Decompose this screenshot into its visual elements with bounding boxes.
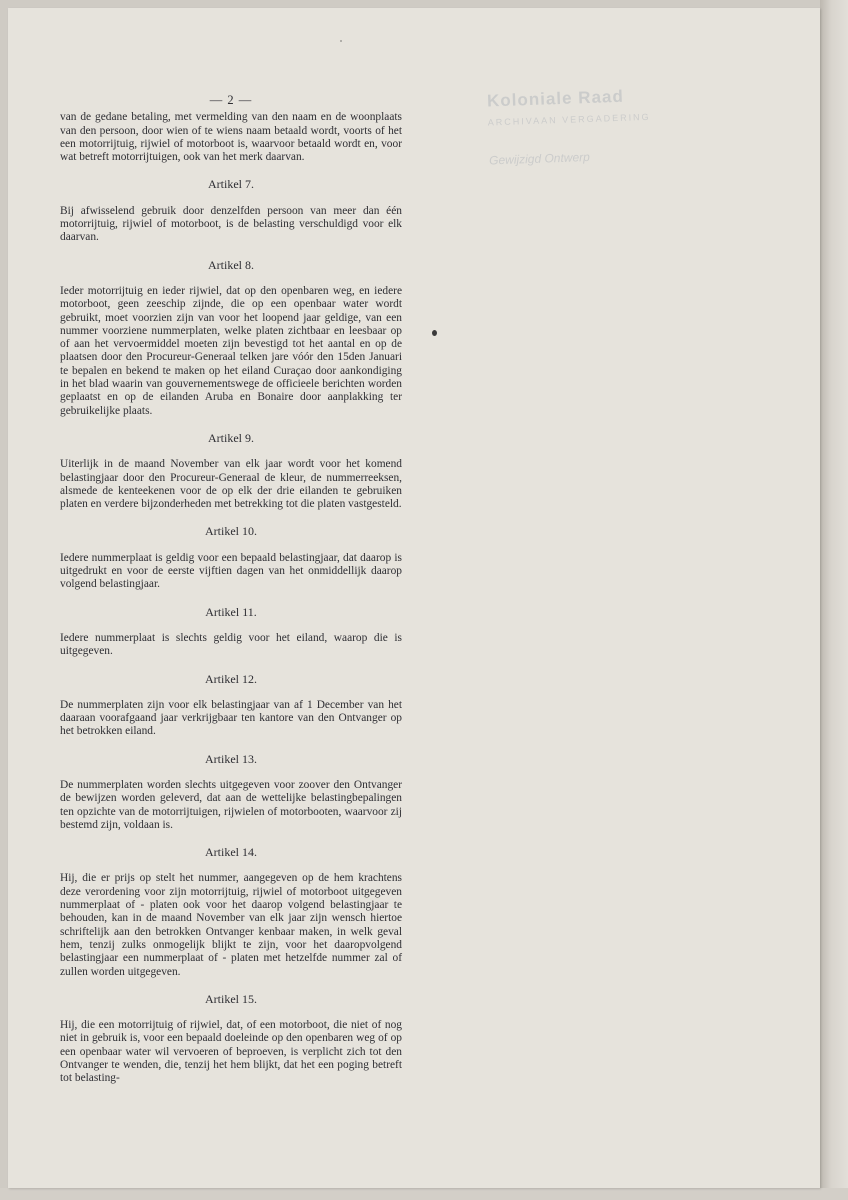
article-heading: Artikel 8. xyxy=(208,257,254,272)
paragraph: De nummerplaten worden slechts uitgegeven voor zoover den Ontvanger de bewijzen worden geleverd, dat aan de wettelijke belastingbepalingen ten opzichte van de motorrijtuigen, rijwielen of motorbooten, waarvoor zij bestemd zijn, voldaan is. xyxy=(60,778,402,831)
paragraph: De nummerplaten zijn voor elk belastingjaar van af 1 December van het daaraan voorafgaand jaar verkrijgbaar ten kantore van den Ontvanger op het betrokken eiland. xyxy=(60,698,402,738)
paragraph: Iedere nummerplaat is slechts geldig voor het eiland, waarop die is uitgegeven. xyxy=(60,631,402,658)
paragraph: Uiterlijk in de maand November van elk jaar wordt voor het komend belastingjaar door den Procureur-Generaal de kleur, de nummerreeksen, alsmede de kenteekenen voor de op elk der drie eilanden te gebruiken platen en verdere bijzonderheden met betrekking tot die platen vastgesteld. xyxy=(60,458,402,511)
article-heading: Artikel 13. xyxy=(205,751,257,766)
page-bottom-edge xyxy=(0,1188,848,1200)
page-number: — 2 — xyxy=(209,93,253,107)
article-heading: Artikel 14. xyxy=(205,845,257,860)
article-heading: Artikel 7. xyxy=(208,177,254,192)
paragraph: Bij afwisselend gebruik door denzelfden persoon van meer dan één motorrijtuig, rijwiel of motorboot, is de belasting verschuldigd voor elk daarvan. xyxy=(60,204,402,244)
paragraph: Hij, die er prijs op stelt het nummer, aangegeven op de hem krachtens deze verordening voor zijn motorrijtuig, rijwiel of motorboot uitgegeven nummerplaat of - platen ook voor het daarop volgend belastingjaar te behouden, kan in de maand November van elk jaar zijn wensch hiertoe schriftelijk aan den betrokken Ontvanger kenbaar maken, in welk geval hem, tenzij zulks onmogelijk blijkt te zijn, voor het daaropvolgend belastingjaar een nummerplaat of - platen met hetzelfde nummer zal of zullen worden uitgegeven. xyxy=(60,872,402,978)
article-heading: Artikel 15. xyxy=(205,991,257,1006)
page-right-edge xyxy=(820,0,848,1200)
ink-speck xyxy=(432,330,437,336)
stamp-line-3: Gewijzigd Ontwerp xyxy=(488,149,591,168)
article-heading: Artikel 11. xyxy=(205,604,257,619)
stamp-line-2: ARCHIVAAN VERGADERING xyxy=(487,111,651,128)
paragraph: Hij, die een motorrijtuig of rijwiel, dat, of een motorboot, die niet of nog niet in gebruik is, voor een bepaald doeleinde op den openbaren weg of op een openbaar water wil vervoeren of beproeven, is verplicht zich tot den Ontvanger te wenden, die, tenzij het hem blijkt, dat het een poging betreft tot belasting- xyxy=(60,1019,402,1085)
stamp-line-1: Koloniale Raad xyxy=(486,86,625,111)
document-body xyxy=(60,94,402,1086)
paragraph: van de gedane betaling, met vermelding van den naam en de woonplaats van den persoon, door wien of te wiens naam betaald wordt, voorts of het een motorrijtuig, rijwiel of motorboot is, waarvoor betaald wordt en, voor wat betreft motorrijtuigen, ook van het merk daarvan. xyxy=(60,111,402,164)
paragraph: Iedere nummerplaat is geldig voor een bepaald belastingjaar, dat daarop is uitgedrukt en voor de eerste vijftien dagen van het onmiddellijk daarop volgend belastingjaar. xyxy=(60,551,402,591)
faded-stamp xyxy=(487,85,690,168)
ink-speck xyxy=(340,40,342,42)
paragraph: Ieder motorrijtuig en ieder rijwiel, dat op den openbaren weg, en iedere motorboot, geen zeeschip zijnde, die op een openbaar water wordt gebruikt, moet voorzien zijn van voor het loopend jaar geldige, van een nummer voorziene nummerplaten, welke platen zichtbaar en leesbaar op of aan het vervoermiddel moeten zijn bevestigd tot het aantal en op de plaatsen door den Procureur-Generaal telken jare vóór den 15den Januari te bepalen en bekend te maken op het eiland Curaçao door aankondiging in het blad waarin van gouvernementswege de officieele berichten worden geplaatst en op de eilanden Aruba en Bonaire door aanplakking ter gebruikelijke plaats. xyxy=(60,284,402,417)
article-heading: Artikel 9. xyxy=(208,430,254,445)
article-heading: Artikel 12. xyxy=(205,671,257,686)
article-heading: Artikel 10. xyxy=(205,524,257,539)
